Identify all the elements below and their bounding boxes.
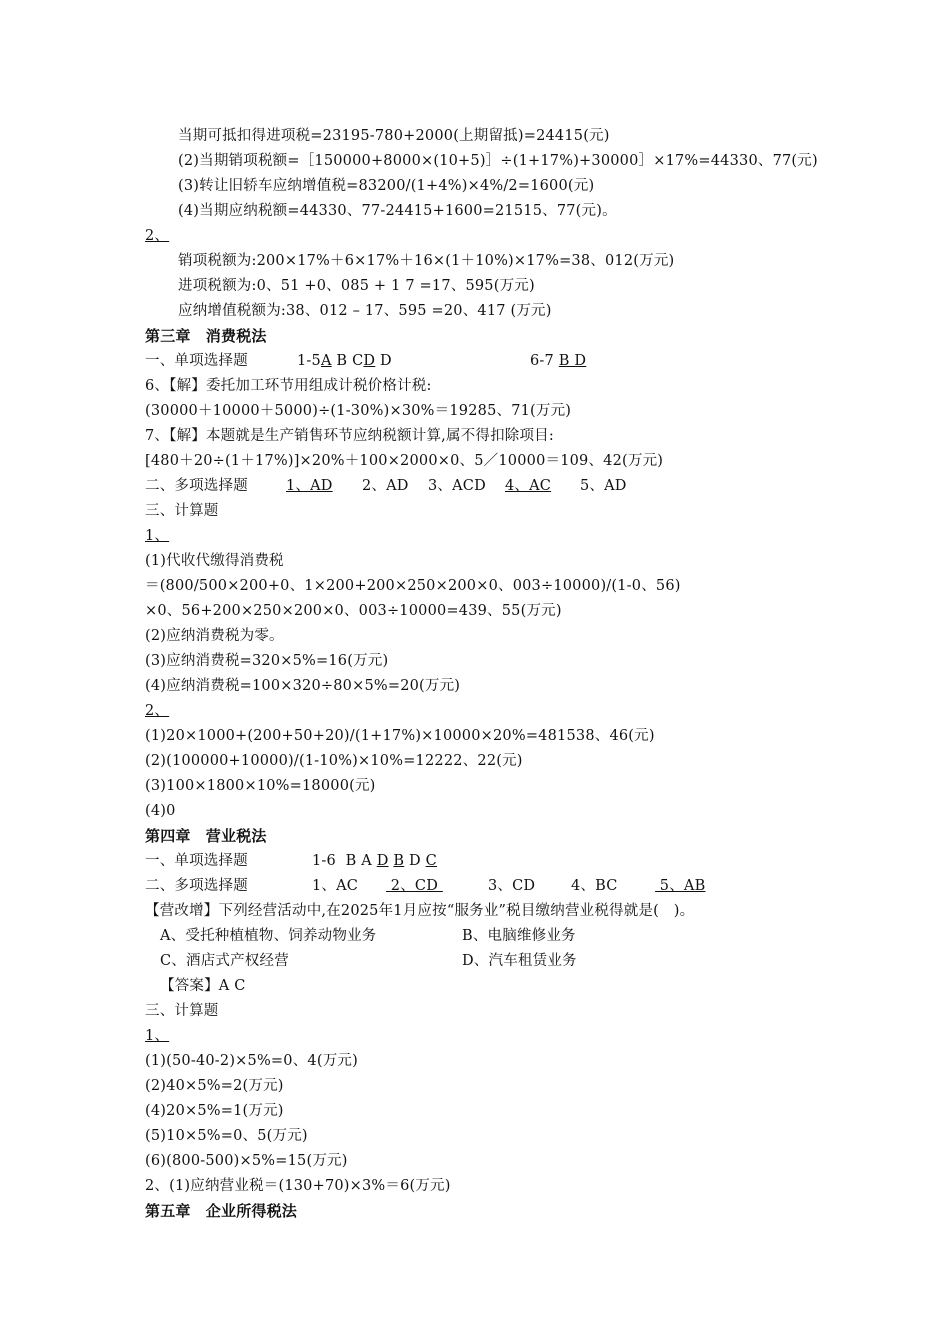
text-line: (2)40×5%=2(万元)	[145, 1078, 284, 1094]
text-line: (1)代收代缴得消费税	[145, 553, 284, 569]
chapter-title: 第四章 营业税法	[145, 827, 267, 845]
answer-underlined: 1、AD	[286, 478, 333, 494]
answer-text: 5、AD	[580, 478, 627, 494]
answer-text: B C	[331, 353, 364, 369]
text-line: (4)20×5%=1(万元)	[145, 1103, 284, 1119]
text-line: (3)应纳消费税=320×5%=16(万元)	[145, 653, 389, 669]
answer-text: 1-6 B A	[312, 853, 377, 869]
answer-underlined: 4、AC	[505, 478, 552, 494]
chapter-title: 第五章 企业所得税法	[145, 1202, 298, 1220]
text-line: ×0、56+200×250×200×0、003÷10000=439、55(万元)	[145, 603, 562, 619]
text-line: 【营改增】下列经营活动中,在2025年1月应按“服务业”税目缴纳营业税得就是( )。	[145, 903, 695, 919]
answer-text: 3、CD	[488, 878, 536, 894]
text-line: (1)(50-40-2)×5%=0、4(万元)	[145, 1053, 358, 1069]
text-line: 2、(1)应纳营业税＝(130+70)×3%＝6(万元)	[145, 1178, 451, 1194]
answer-range: 1-5	[297, 353, 321, 369]
section-label: 三、计算题	[145, 503, 219, 519]
answer-text: 4、BC	[571, 878, 618, 894]
text-line: (1)20×1000+(200+50+20)/(1+17%)×10000×20%=481538、46(元)	[145, 728, 655, 744]
text-line: 销项税额为:200×17%＋6×17%＋16×(1＋10%)×17%=38、012(万元)	[178, 253, 675, 269]
option-c: C、酒店式产权经营	[160, 953, 289, 969]
text-line: (4)应纳消费税=100×320÷80×5%=20(万元)	[145, 678, 461, 694]
answer-underlined: 5、AB	[655, 878, 706, 894]
answer-line	[530, 351, 586, 371]
section-label: 二、多项选择题	[145, 878, 248, 894]
answer-line	[297, 351, 392, 371]
text-line: (2)应纳消费税为零。	[145, 628, 284, 644]
text-line: (4)当期应纳税额=44330、77-24415+1600=21515、77(元)。	[178, 203, 617, 219]
answer-text: 1、AC	[312, 878, 359, 894]
option-d: D、汽车租赁业务	[462, 953, 577, 969]
text-line: (3)100×1800×10%=18000(元)	[145, 778, 376, 794]
question-number: 1、	[145, 1028, 170, 1044]
answer-underlined: D	[376, 853, 389, 869]
text-line: 6、【解】委托加工环节用组成计税价格计税:	[145, 378, 432, 394]
option-b: B、电脑维修业务	[462, 928, 576, 944]
answer-underlined: C	[425, 853, 437, 869]
text-line: (2)(100000+10000)/(1-10%)×10%=12222、22(元)	[145, 753, 523, 769]
question-number: 1、	[145, 528, 170, 544]
text-line: [480＋20÷(1＋17%)]×20%＋100×2000×0、5／10000＝109、42(万元)	[145, 453, 664, 469]
section-label: 一、单项选择题	[145, 353, 248, 369]
answer-line	[312, 851, 437, 871]
answer-text: 3、ACD	[428, 478, 486, 494]
answer-text: D	[375, 353, 392, 369]
answer-text: 2、AD	[362, 478, 409, 494]
text-line: ＝(800/500×200+0、1×200+200×250×200×0、003÷10000)/(1-0、56)	[145, 578, 681, 594]
section-label: 三、计算题	[145, 1003, 219, 1019]
text-line: (4)0	[145, 803, 176, 819]
text-line: 当期可抵扣得进项税=23195-780+2000(上期留抵)=24415(元)	[178, 128, 610, 144]
text-line: (5)10×5%=0、5(万元)	[145, 1128, 308, 1144]
answer-text: D	[404, 853, 426, 869]
answer-underlined: 2、CD	[386, 878, 443, 894]
text-line: (2)当期销项税额=［150000+8000×(10+5)］÷(1+17%)+30000］×17%=44330、77(元)	[178, 153, 818, 169]
answer-underlined: A	[320, 353, 332, 369]
text-line: (6)(800-500)×5%=15(万元)	[145, 1153, 348, 1169]
text-line: 应纳增值税额为:38、012 – 17、595 =20、417 (万元)	[178, 303, 552, 319]
answer-underlined: B D	[558, 353, 587, 369]
text-line: 进项税额为:0、51 +0、085 + 1 7 =17、595(万元)	[178, 278, 535, 294]
answer-text: 【答案】A C	[160, 978, 246, 994]
question-number: 2、	[145, 703, 170, 719]
text-line: (3)转让旧轿车应纳增值税=83200/(1+4%)×4%/2=1600(元)	[178, 178, 595, 194]
answer-underlined: D	[363, 353, 376, 369]
answer-underlined: B	[393, 853, 405, 869]
question-number: 2、	[145, 228, 170, 244]
section-label: 一、单项选择题	[145, 853, 248, 869]
section-label: 二、多项选择题	[145, 478, 248, 494]
text-line: 7、【解】本题就是生产销售环节应纳税额计算,属不得扣除项目:	[145, 428, 554, 444]
chapter-title: 第三章 消费税法	[145, 327, 267, 345]
option-a: A、受托种植植物、饲养动物业务	[160, 928, 377, 944]
text-line: (30000＋10000＋5000)÷(1-30%)×30%＝19285、71(万元)	[145, 403, 572, 419]
answer-range: 6-7	[530, 353, 559, 369]
